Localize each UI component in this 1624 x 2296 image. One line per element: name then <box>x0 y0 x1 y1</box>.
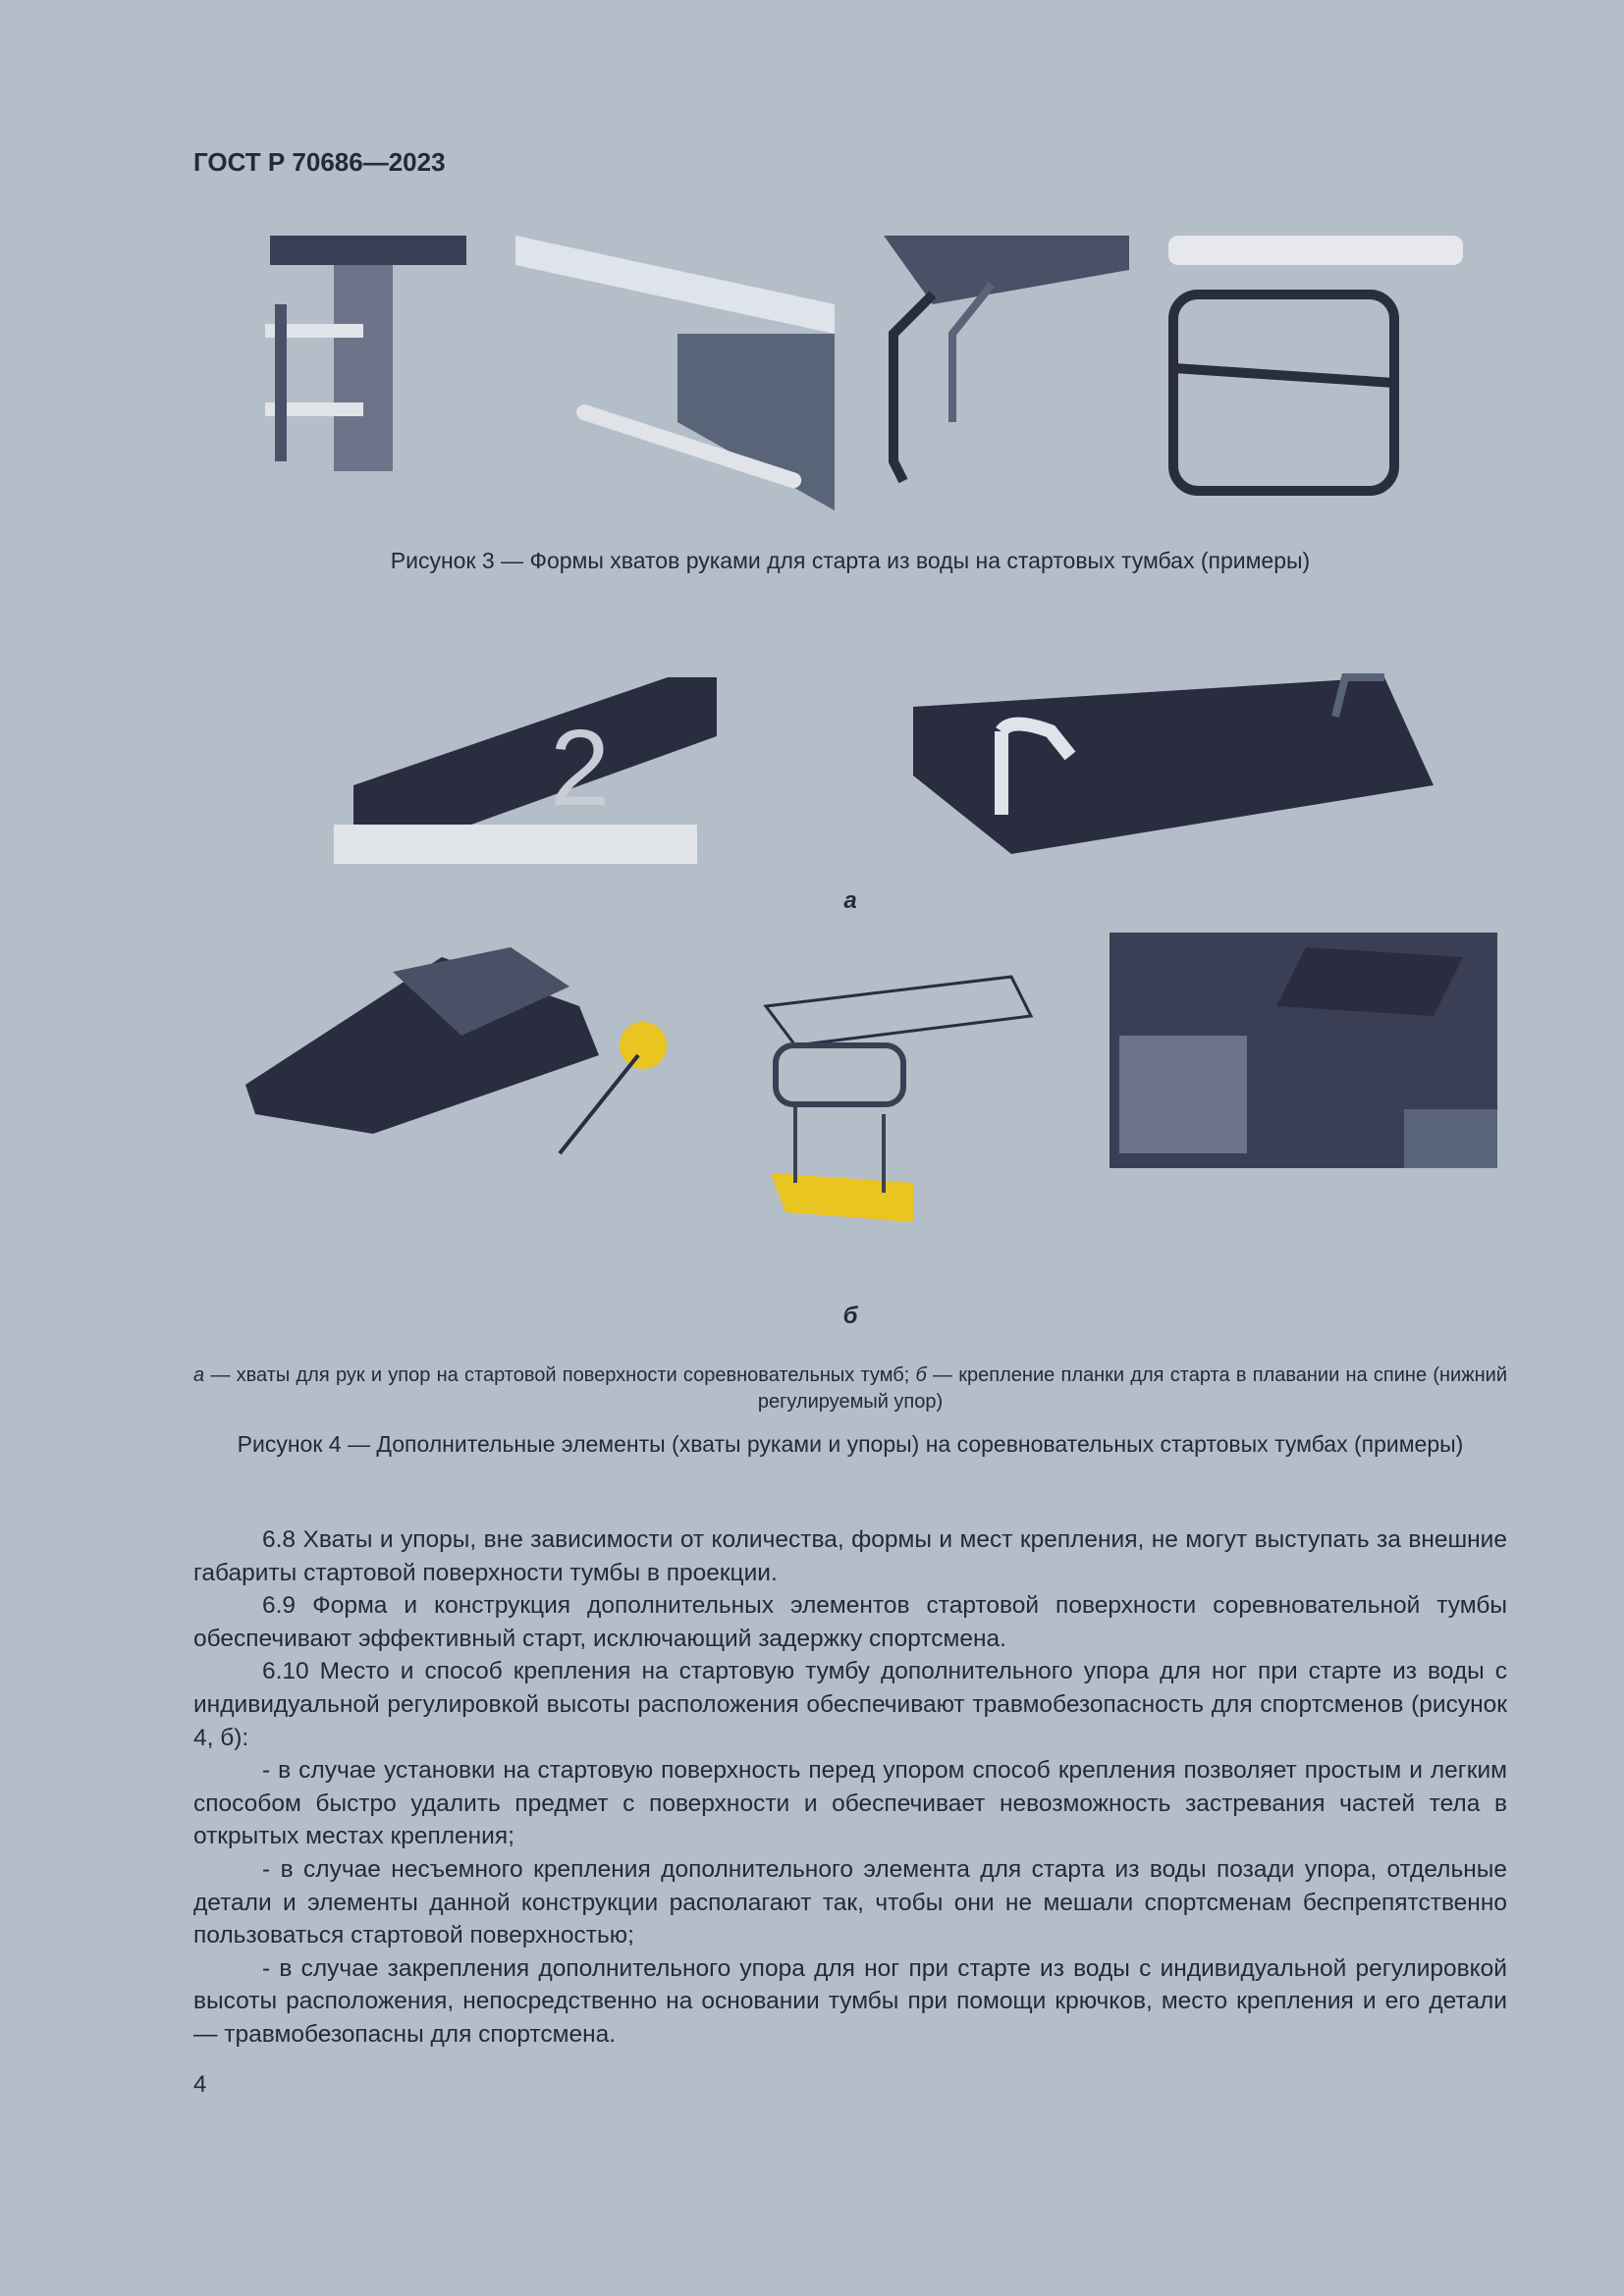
photo-grip-2 <box>515 236 835 510</box>
body-text <box>193 1523 1507 2052</box>
paragraph-6-8: 6.8 Хваты и упоры, вне зависимости от количества, формы и мест крепления, не могут выступать за внешние габариты стартовой поверхности тумбы в проекции. <box>193 1526 1507 1586</box>
figure-4-label-a: а <box>843 887 857 914</box>
photo-block-number-2 <box>334 677 717 864</box>
paragraph-6-9: 6.9 Форма и конструкция дополнительных элементов стартовой поверхности соревновательной тумбы обеспечивают эффективный старт, исключающий задержку спортсмена. <box>193 1592 1507 1652</box>
photo-grip-1 <box>265 236 466 471</box>
photo-block-handle <box>913 677 1434 854</box>
photo-backstroke-wedge <box>245 947 667 1153</box>
legend-b-text: — крепление планки для старта в плавании на спине (нижний регулируемый упор) <box>757 1364 1507 1413</box>
photo-grip-3 <box>884 236 1129 481</box>
legend-a-text: — хваты для рук и упор на стартовой поверхности соревновательных тумб; <box>204 1364 916 1386</box>
list-item: - в случае закрепления дополнительного упора для ног при старте из воды с индивидуальной регулировкой высоты расположения, непосредственно на основании тумбы при помощи крючков, место крепления и его детали — травмобезопасны для спортсмена. <box>193 1954 1507 2048</box>
photo-backstroke-ledge <box>766 977 1031 1222</box>
figure-4a-photos <box>324 658 1463 869</box>
figure-4-legend <box>193 1362 1507 1415</box>
legend-a-key: а <box>193 1364 205 1386</box>
paragraph-6-10: 6.10 Место и способ крепления на стартовую тумбу дополнительного упора для ног при старте из воды с индивидуальной регулировкой высоты расположения обеспечивают травмобезопасность для спортсменов (рисунок 4, б): <box>193 1658 1507 1751</box>
figure-4b-photos <box>245 928 1502 1276</box>
figure-3-caption: Рисунок 3 — Формы хватов руками для старта из воды на стартовых тумбах (примеры) <box>390 548 1311 573</box>
figure-3-photos <box>265 226 1473 510</box>
list-item: - в случае установки на стартовую поверхность перед упором способ крепления позволяет простым и легким способом быстро удалить предмет с поверхности и обеспечивает невозможность застревания частей тела в открытых местах крепления; <box>193 1757 1507 1850</box>
photo-backstroke-device <box>1110 933 1497 1168</box>
legend-b-key: б <box>915 1364 927 1386</box>
document-header: ГОСТ Р 70686—2023 <box>193 147 446 177</box>
page-number: 4 <box>193 2071 207 2098</box>
figure-4-caption: Рисунок 4 — Дополнительные элементы (хваты руками и упоры) на соревновательных стартовых тумбах (примеры) <box>237 1431 1464 1457</box>
list-item: - в случае несъемного крепления дополнительного элемента для старта из воды позади упора, отдельные детали и элементы данной конструкции располагают так, чтобы они не мешали спортсменам беспрепятственно пользоваться стартовой поверхностью; <box>193 1855 1507 1949</box>
photo-grip-4 <box>1168 236 1463 491</box>
figure-4-label-b: б <box>842 1303 858 1329</box>
svg-text:2: 2 <box>550 708 611 828</box>
